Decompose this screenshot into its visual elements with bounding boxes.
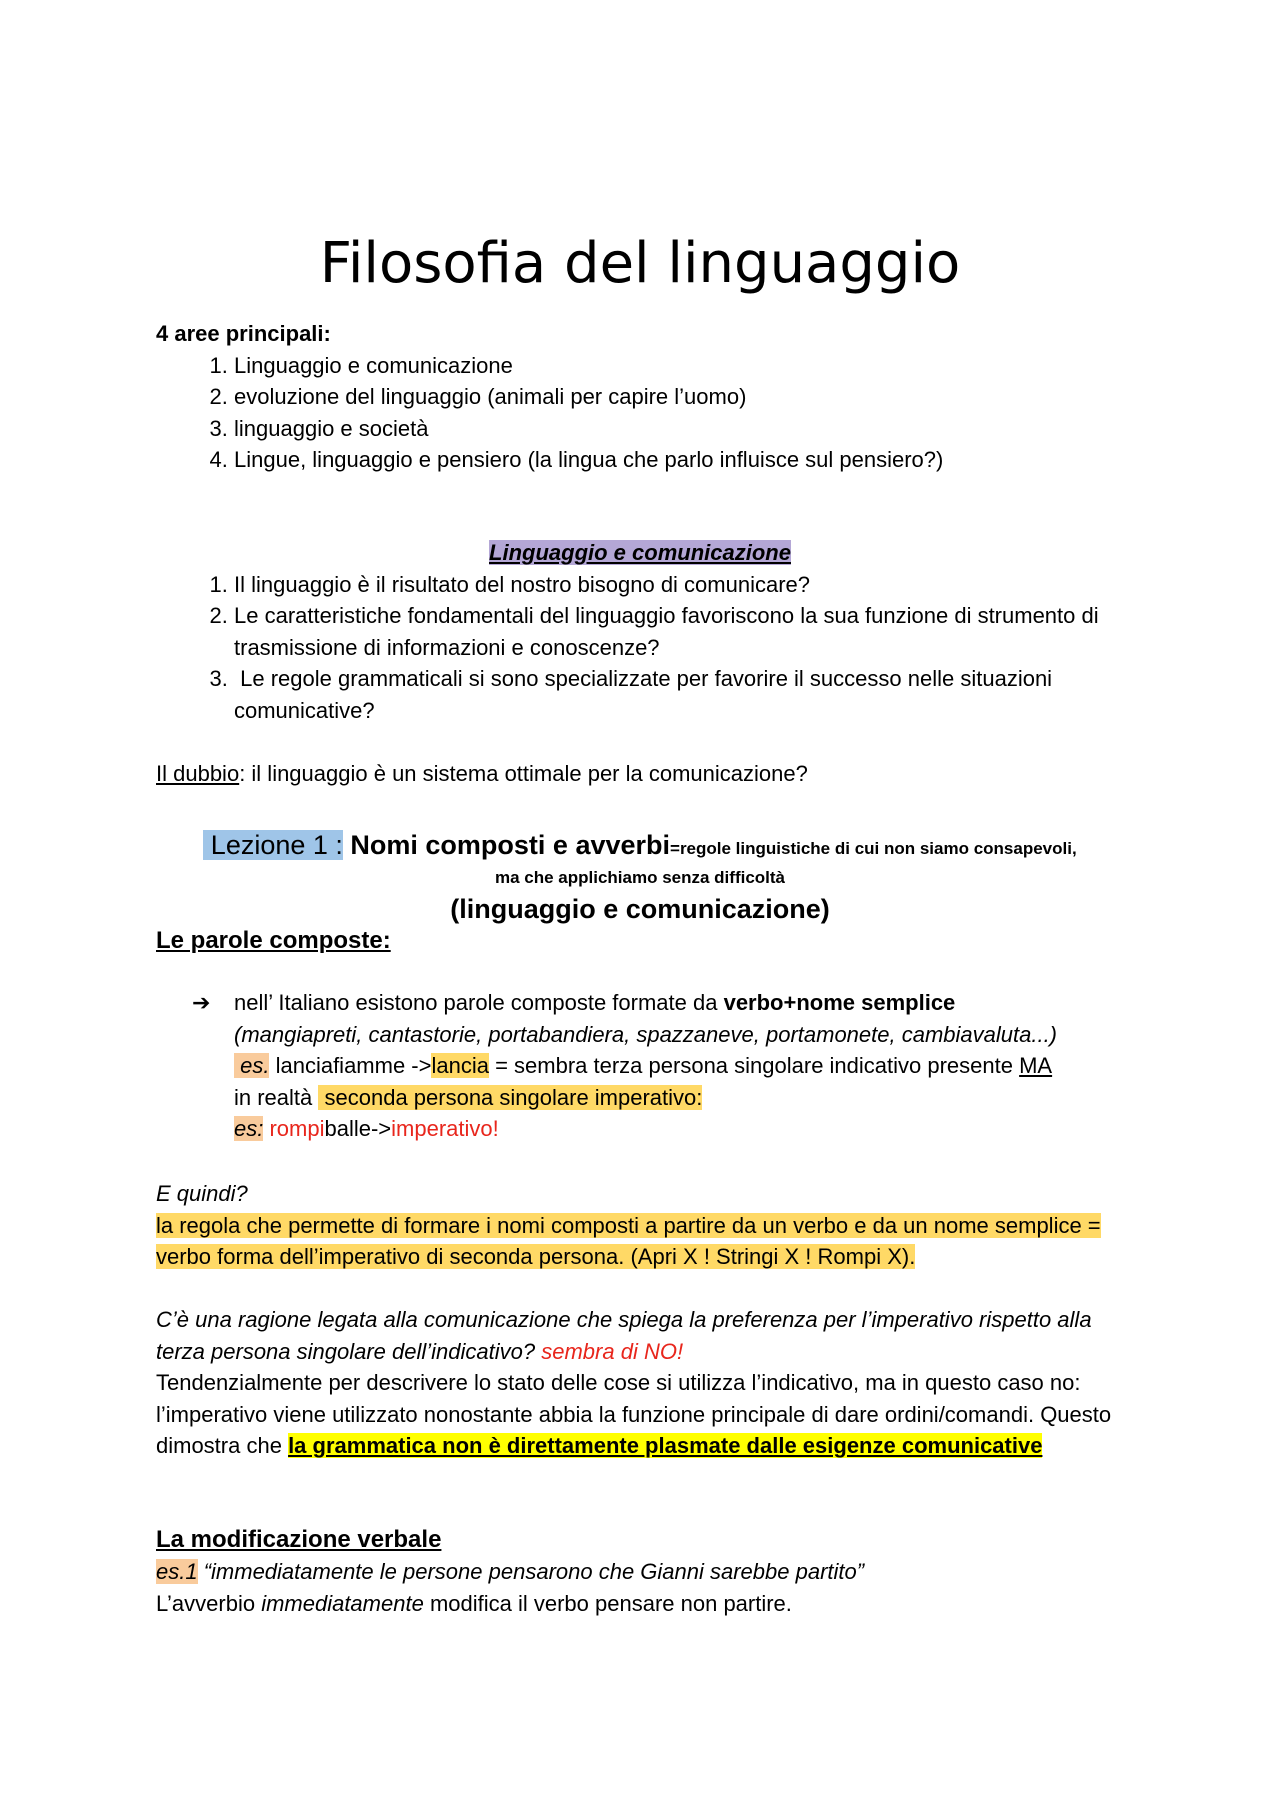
section-questions-list	[156, 569, 1124, 727]
modificazione-heading: La modificazione verbale	[156, 1526, 442, 1553]
ragione-section	[156, 1304, 1124, 1462]
ragione-text: Tendenzialmente per descrivere lo stato delle cose si utilizza l’indicativo, ma in questo caso no: l’imperativo viene utilizzato nonostante abbia la funzione principale di dare ordini/comandi. Questo dimostra che	[156, 1370, 1112, 1458]
es1-line2: in realtà	[234, 1084, 319, 1110]
es1-word: lanciafiamme ->	[269, 1053, 432, 1078]
composte-bullet	[156, 987, 1124, 1145]
intro-heading: 4 aree principali:	[156, 321, 331, 346]
lesson-label: Lezione 1 :	[203, 830, 343, 860]
section-heading: Linguaggio e comunicazione	[489, 540, 791, 565]
intro-section	[156, 318, 1124, 476]
quindi-question: E quindi?	[156, 1181, 248, 1206]
quindi-section	[156, 1178, 1124, 1273]
modificazione-line-end: modifica il verbo pensare non partire.	[423, 1590, 792, 1616]
es1-rest: = sembra terza persona singolare indicativo presente	[488, 1053, 1020, 1078]
lesson-header	[156, 828, 1124, 928]
ragione-answer: sembra di NO!	[541, 1338, 684, 1364]
doubt-text: : il linguaggio è un sistema ottimale per la comunicazione?	[239, 761, 808, 786]
list-item: 4. Lingue, linguaggio e pensiero (la lingua che parlo influisce sul pensiero?)	[234, 444, 1124, 476]
composte-heading: Le parole composte:	[156, 927, 391, 954]
bullet-bold: verbo+nome semplice	[723, 990, 956, 1015]
examples-text: (mangiapreti, cantastorie, portabandiera, spazzaneve, portamonete, cambiavaluta...)	[234, 1021, 1058, 1047]
arrow-list	[156, 987, 1124, 1145]
list-item: 3. linguaggio e società	[234, 413, 1124, 445]
ragione-question: C’è una ragione legata alla comunicazione che spiega la preferenza per l’imperativo rispetto alla terza persona singolare dell’indicativo?	[156, 1307, 1092, 1364]
list-item: 1. Linguaggio e comunicazione	[234, 350, 1124, 382]
modificazione-section	[156, 1524, 1124, 1619]
bullet-text: nell’ Italiano esistono parole composte formate da	[234, 990, 724, 1015]
es2-mid: balle->	[324, 1116, 392, 1141]
list-item: 3. Le regole grammaticali si sono specializzate per favorire il successo nelle situazioni comunicative?	[234, 663, 1124, 726]
ragione-conclusion: la grammatica non è direttamente plasmate dalle esigenze comunicative	[288, 1433, 1043, 1458]
es1-ma: MA	[1019, 1053, 1053, 1078]
quindi-rule: la regola che permette di formare i nomi composti a partire da un verbo e da un nome semplice = verbo forma dell’imperativo di seconda persona. (Apri X ! Stringi X ! Rompi X).	[156, 1212, 1101, 1269]
lesson-area: (linguaggio e comunicazione)	[450, 894, 830, 924]
modificazione-line-start: L’avverbio	[156, 1590, 262, 1616]
section-linguaggio	[156, 537, 1124, 726]
lesson-subtitle-line2: ma che applichiamo senza difficoltà	[494, 868, 786, 887]
list-item: 1. Il linguaggio è il risultato del nostro bisogno di comunicare?	[234, 569, 1124, 601]
modificazione-es-label: es.1	[156, 1559, 198, 1584]
es2-red2: imperativo!	[391, 1116, 499, 1141]
page-title: Filosofia del linguaggio	[319, 231, 961, 296]
lesson-subtitle-line1: =regole linguistiche di cui non siamo consapevoli,	[670, 839, 1077, 858]
es1-highlight: lancia	[431, 1053, 489, 1078]
es2-red1: rompi	[263, 1116, 325, 1141]
arrow-right-icon: ➔	[192, 990, 211, 1015]
es1-label: es.	[234, 1053, 270, 1078]
list-item	[156, 987, 1124, 1145]
section-heading-wrap	[156, 537, 1124, 569]
intro-list	[156, 350, 1124, 476]
doubt-label: Il dubbio	[156, 761, 240, 786]
list-item: 2. Le caratteristiche fondamentali del linguaggio favoriscono la sua funzione di strumento di trasmissione di informazioni e conoscenze?	[234, 600, 1124, 663]
modificazione-line-italic: immediatamente	[261, 1590, 424, 1616]
es1-line2-highlight: seconda persona singolare imperativo:	[318, 1084, 703, 1110]
doubt-paragraph	[156, 758, 1124, 790]
lesson-title: Nomi composti e avverbi	[342, 830, 671, 860]
modificazione-es-text: “immediatamente le persone pensarono che Gianni sarebbe partito”	[197, 1559, 865, 1584]
es2-label: es:	[234, 1116, 264, 1141]
composte-section	[156, 925, 1124, 957]
list-item: 2. evoluzione del linguaggio (animali per capire l’uomo)	[234, 381, 1124, 413]
